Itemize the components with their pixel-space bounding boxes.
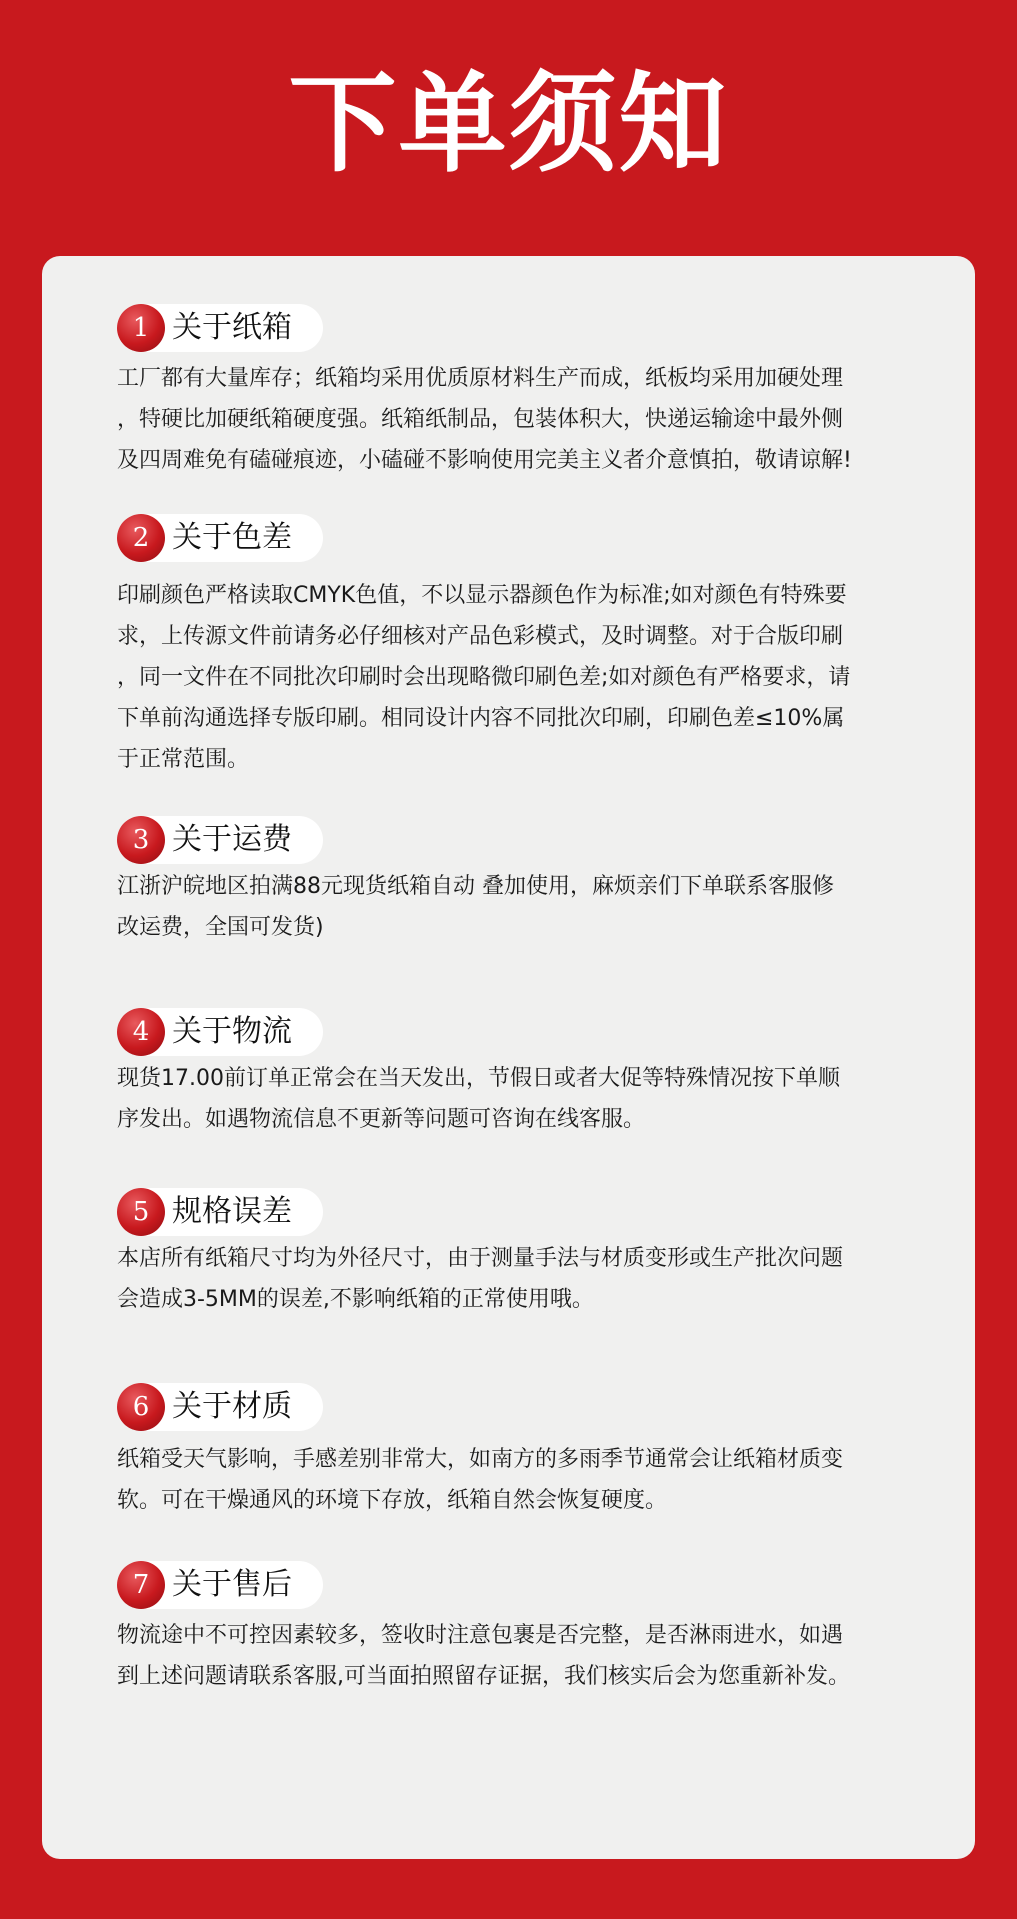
section-number-badge: 6: [117, 1383, 165, 1431]
section-title: 关于物流: [172, 1014, 292, 1049]
section-1-header: [117, 304, 323, 352]
section-number-badge: 7: [117, 1561, 165, 1609]
section-number-badge: 4: [117, 1008, 165, 1056]
section-4-header: [117, 1008, 323, 1056]
section-number-badge: 5: [117, 1188, 165, 1236]
notice-panel: [42, 256, 975, 1859]
section-body: 工厂都有大量库存；纸箱均采用优质原材料生产而成，纸板均采用加硬处理 ，特硬比加硬纸箱硬度强。纸箱纸制品，包装体积大，快递运输途中最外侧 及四周难免有磕碰痕迹，小磕碰不影响使用完美主义者介意慎拍，敬请谅解!: [117, 366, 852, 473]
section-body: 印刷颜色严格读取CMYK色值，不以显示器颜色作为标准;如对颜色有特殊要 求，上传源文件前请务必仔细核对产品色彩模式，及时调整。对于合版印刷 ，同一文件在不同批次印刷时会出现略微印刷色差;如对颜色有严格要求，请 下单前沟通选择专版印刷。相同设计内容不同批次印刷，印刷色差≤10%属 于正常范围。: [117, 583, 851, 772]
section-7-header: [117, 1561, 323, 1609]
page-title: 下单须知: [288, 62, 729, 187]
section-title: 关于运费: [172, 822, 292, 857]
section-6-header: [117, 1383, 323, 1431]
section-title: 关于材质: [172, 1389, 292, 1424]
section-title: 关于色差: [172, 520, 292, 555]
section-number-badge: 2: [117, 514, 165, 562]
section-title: 关于纸箱: [172, 310, 292, 345]
section-body: 现货17.00前订单正常会在当天发出，节假日或者大促等特殊情况按下单顺 序发出。如遇物流信息不更新等问题可咨询在线客服。: [117, 1066, 840, 1132]
section-title: 规格误差: [172, 1194, 292, 1229]
section-2-header: [117, 514, 323, 562]
section-3-header: [117, 816, 323, 864]
section-body: 物流途中不可控因素较多，签收时注意包裹是否完整，是否淋雨进水，如遇 到上述问题请联系客服,可当面拍照留存证据，我们核实后会为您重新补发。: [117, 1623, 850, 1689]
section-body: 江浙沪皖地区拍满88元现货纸箱自动 叠加使用，麻烦亲们下单联系客服修 改运费，全国可发货): [117, 874, 834, 940]
section-body: 本店所有纸箱尺寸均为外径尺寸，由于测量手法与材质变形或生产批次问题 会造成3-5MM的误差,不影响纸箱的正常使用哦。: [117, 1246, 844, 1312]
section-5-header: [117, 1188, 323, 1236]
section-title: 关于售后: [172, 1567, 292, 1602]
section-number-badge: 1: [117, 304, 165, 352]
section-number-badge: 3: [117, 816, 165, 864]
section-body: 纸箱受天气影响，手感差别非常大，如南方的多雨季节通常会让纸箱材质变 软。可在干燥通风的环境下存放，纸箱自然会恢复硬度。: [117, 1447, 844, 1513]
